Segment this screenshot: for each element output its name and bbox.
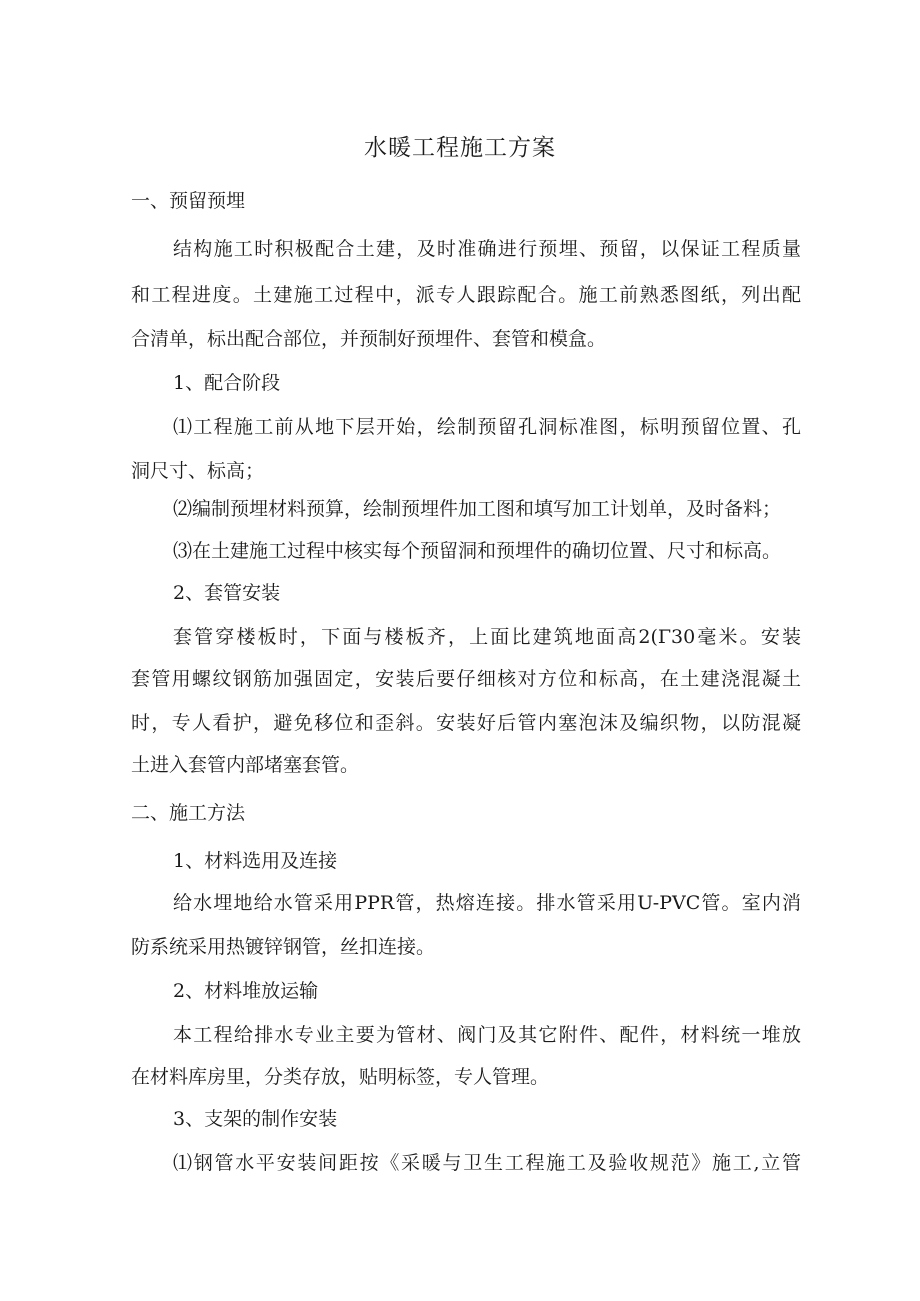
paragraph-line: 土进入套管内部堵塞套管。 xyxy=(131,754,360,776)
paragraph-line: 给水埋地给水管采用PPR管，热熔连接。排水管采用U-PVC管。室内消 xyxy=(173,892,801,914)
paragraph-line: 套管穿楼板时，下面与楼板齐，上面比建筑地面高2(Γ30毫米。安装 xyxy=(173,626,801,648)
subsection-heading: 2、套管安装 xyxy=(173,582,281,604)
paragraph-line: 本工程给排水专业主要为管材、阀门及其它附件、配件，材料统一堆放 xyxy=(173,1024,801,1046)
page-title: 水暖工程施工方案 xyxy=(364,135,556,161)
paragraph-line: 和工程进度。土建施工过程中，派专人跟踪配合。施工前熟悉图纸，列出配 xyxy=(131,284,801,306)
paragraph-line: 合清单，标出配合部位，并预制好预埋件、套管和模盒。 xyxy=(131,328,607,350)
section-heading: 一、预留预埋 xyxy=(131,190,246,212)
paragraph-line: ⑴钢管水平安装间距按《采暖与卫生工程施工及验收规范》施工,立管 xyxy=(173,1152,801,1174)
subsection-heading: 1、配合阶段 xyxy=(173,372,281,394)
section-heading: 二、施工方法 xyxy=(131,802,246,824)
paragraph-line: 套管用螺纹钢筋加强固定，安装后要仔细核对方位和标高，在土建浇混凝土 xyxy=(131,668,801,690)
subsection-heading: 2、材料堆放运输 xyxy=(173,980,319,1002)
paragraph-line: ⑵编制预埋材料预算，绘制预埋件加工图和填写加工计划单，及时备料； xyxy=(173,498,782,520)
paragraph-line: ⑶在土建施工过程中核实每个预留洞和预埋件的确切位置、尺寸和标高。 xyxy=(173,540,782,562)
paragraph-line: 防系统采用热镀锌钢管，丝扣连接。 xyxy=(131,936,436,958)
subsection-heading: 1、材料选用及连接 xyxy=(173,850,338,872)
paragraph-line: 结构施工时积极配合土建，及时准确进行预埋、预留，以保证工程质量 xyxy=(173,238,801,260)
paragraph-line: 在材料库房里，分类存放，贴明标签，专人管理。 xyxy=(131,1066,550,1088)
subsection-heading: 3、支架的制作安装 xyxy=(173,1108,338,1130)
paragraph-line: 时，专人看护，避免移位和歪斜。安装好后管内塞泡沫及编织物，以防混凝 xyxy=(131,712,801,734)
paragraph-line: ⑴工程施工前从地下层开始，绘制预留孔洞标准图，标明预留位置、孔 xyxy=(173,416,801,438)
paragraph-line: 洞尺寸、标高； xyxy=(131,460,265,482)
